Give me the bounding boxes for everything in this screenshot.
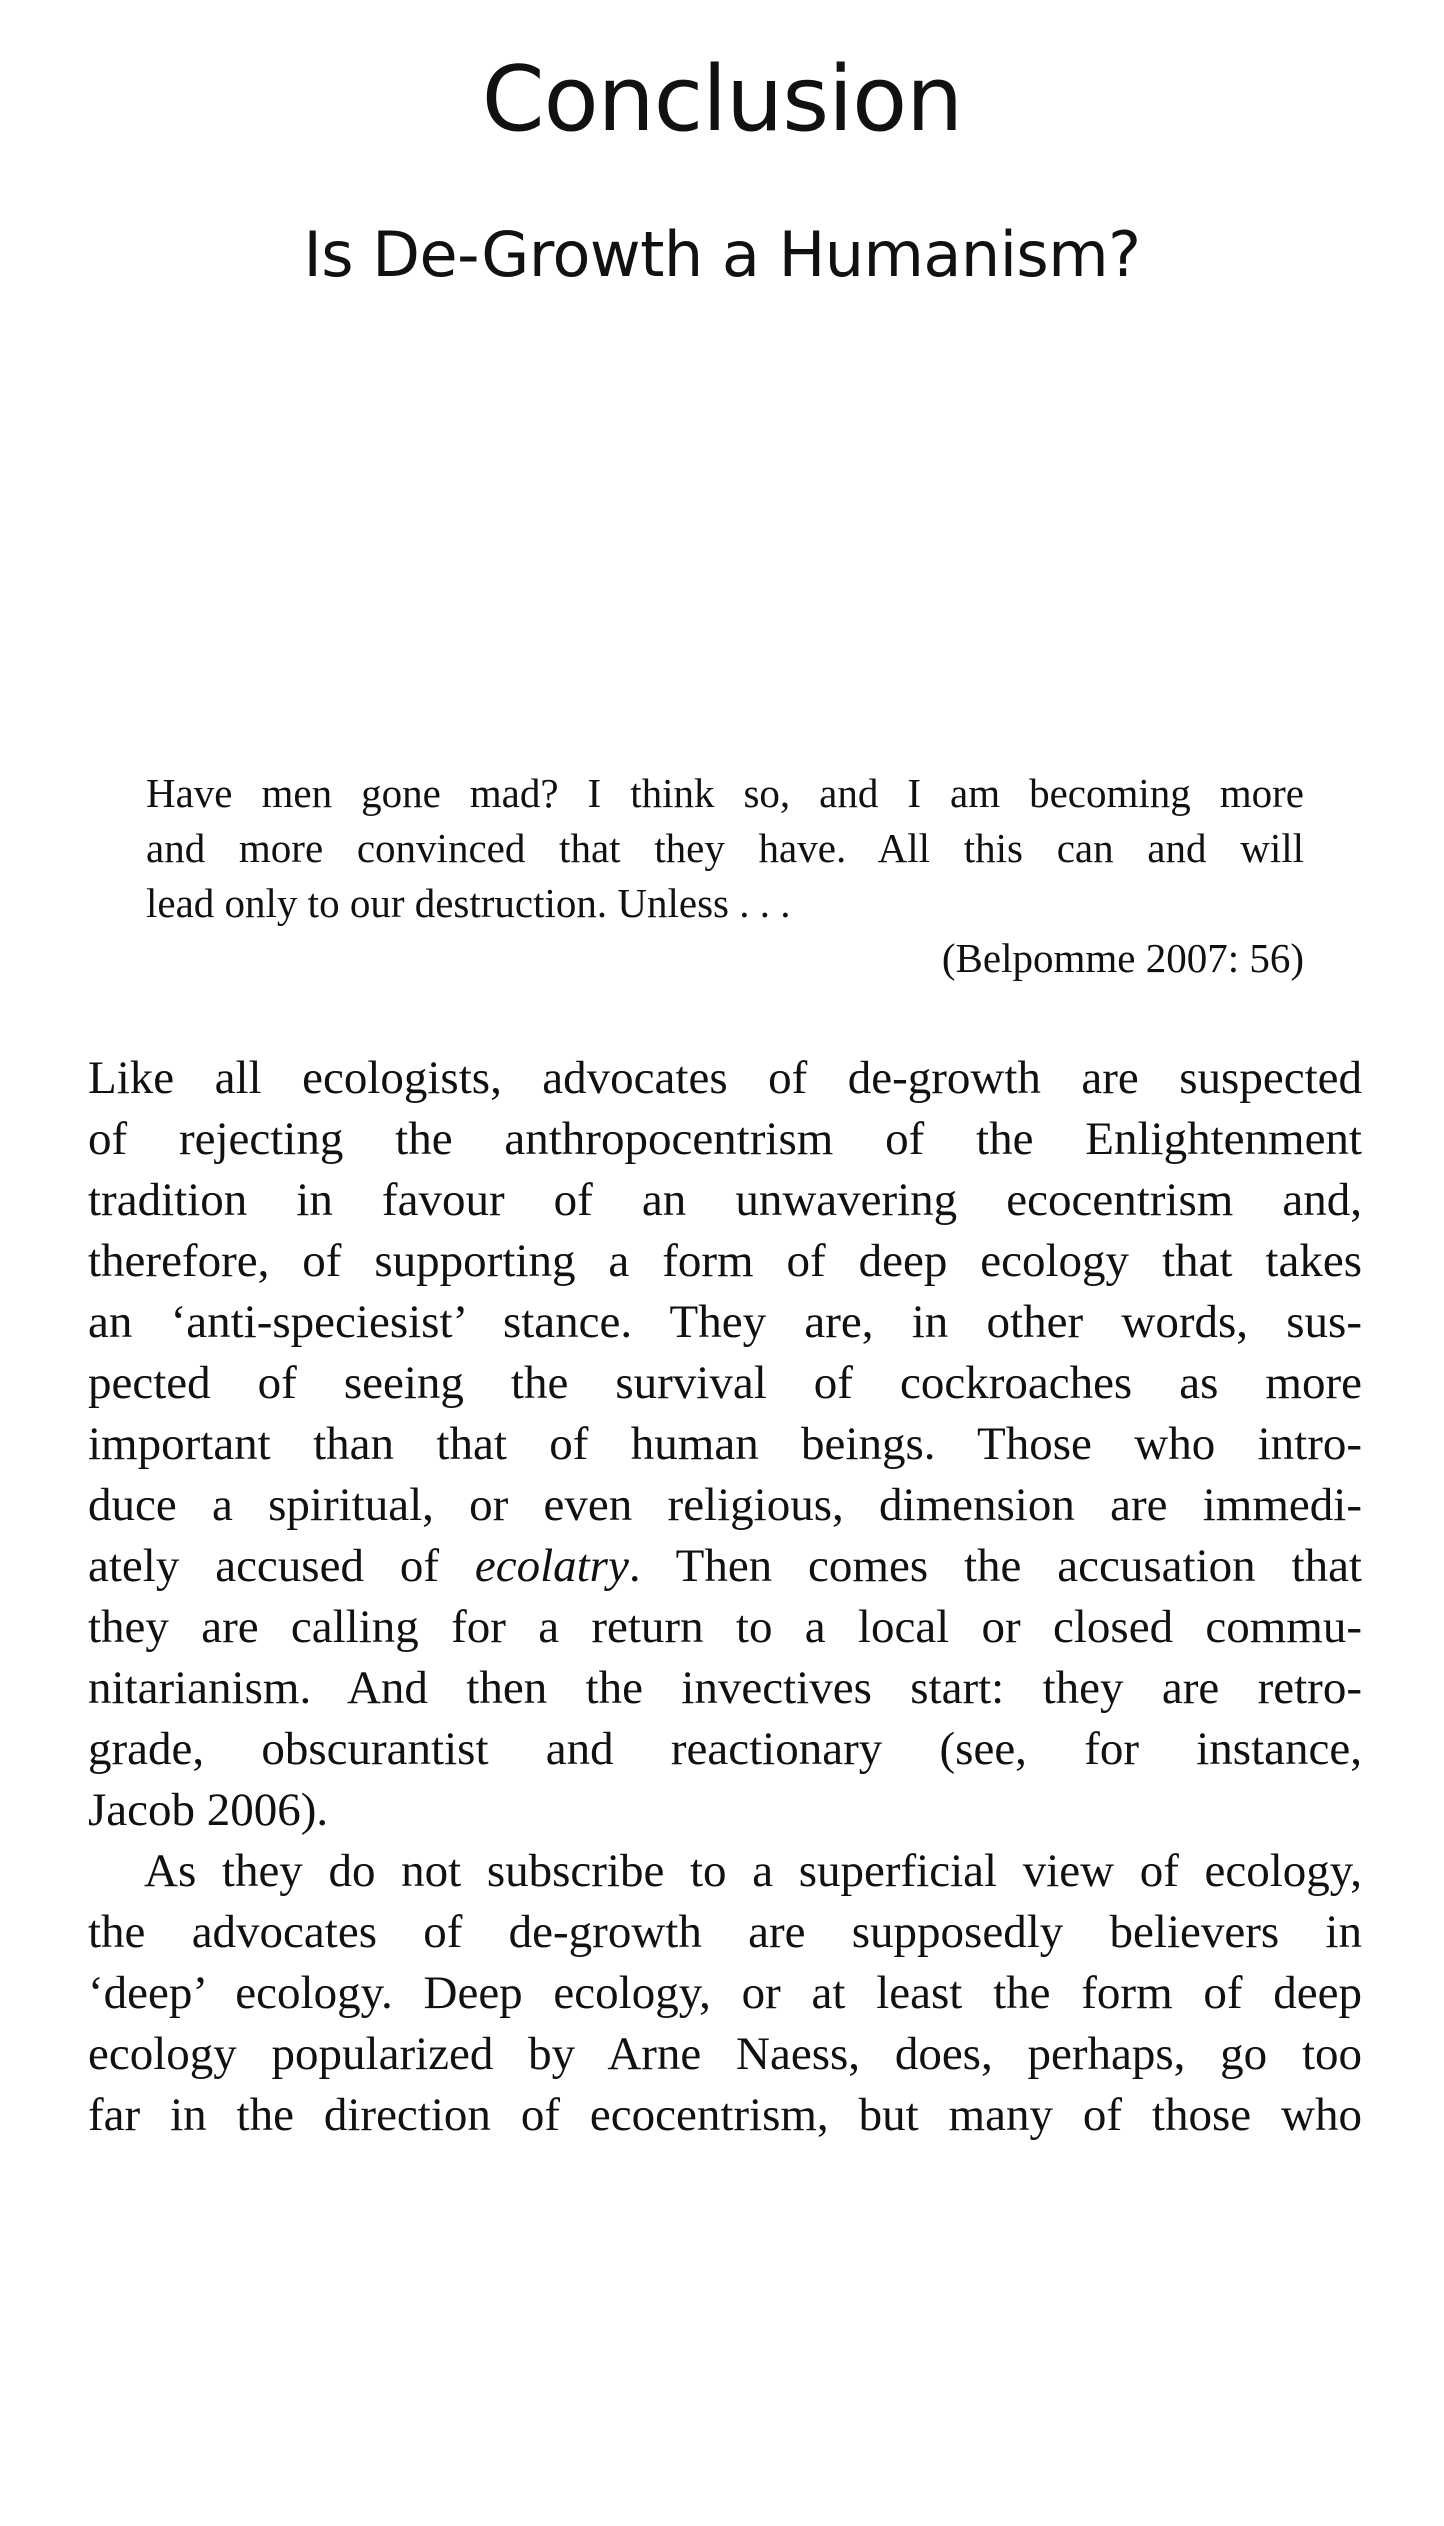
chapter-subtitle: Is De-Growth a Humanism? xyxy=(303,218,1141,291)
body-line: ecology popularized by Arne Naess, does, perhaps, go too xyxy=(88,2028,1362,2080)
body-line: they are calling for a return to a local or closed commu- xyxy=(88,1601,1362,1653)
body-line: an ‘anti-speciesist’ stance. They are, in other words, sus- xyxy=(88,1296,1362,1348)
body-line: grade, obscurantist and reactionary (see, for instance, xyxy=(88,1723,1362,1775)
body-line: the advocates of de-growth are supposedly believers in xyxy=(88,1906,1362,1958)
body-line: therefore, of supporting a form of deep ecology that takes xyxy=(88,1235,1362,1287)
body-line: As they do not subscribe to a superficial view of ecology, xyxy=(144,1845,1362,1897)
body-line: important than that of human beings. Those who intro- xyxy=(88,1418,1362,1470)
body-text xyxy=(88,1048,1362,2146)
body-line: duce a spiritual, or even religious, dimension are immedi- xyxy=(88,1479,1362,1531)
body-line: tradition in favour of an unwavering ecocentrism and, xyxy=(88,1174,1362,1226)
body-line: Jacob 2006). xyxy=(88,1784,329,1836)
italic-term: ecolatry xyxy=(474,1540,629,1592)
body-line: of rejecting the anthropocentrism of the Enlightenment xyxy=(88,1113,1362,1165)
epigraph-line: and more convinced that they have. All this can and will xyxy=(146,825,1304,871)
chapter-title: Conclusion xyxy=(481,47,963,152)
body-line-with-italic xyxy=(88,1536,1362,1597)
body-line: far in the direction of ecocentrism, but many of those who xyxy=(88,2089,1362,2141)
body-line: pected of seeing the survival of cockroaches as more xyxy=(88,1357,1362,1409)
body-line-segment: ately accused of xyxy=(88,1540,475,1592)
body-line-segment: . Then comes the accusation that xyxy=(628,1540,1362,1592)
body-line: nitarianism. And then the invectives start: they are retro- xyxy=(88,1662,1362,1714)
epigraph-quote xyxy=(146,766,1304,931)
epigraph-citation: (Belpomme 2007: 56) xyxy=(941,935,1304,981)
epigraph-line: lead only to our destruction. Unless . . . xyxy=(146,880,791,926)
epigraph-line: Have men gone mad? I think so, and I am becoming more xyxy=(146,770,1304,816)
body-line: Like all ecologists, advocates of de-growth are suspected xyxy=(88,1052,1362,1104)
body-line: ‘deep’ ecology. Deep ecology, or at least the form of deep xyxy=(88,1967,1362,2019)
